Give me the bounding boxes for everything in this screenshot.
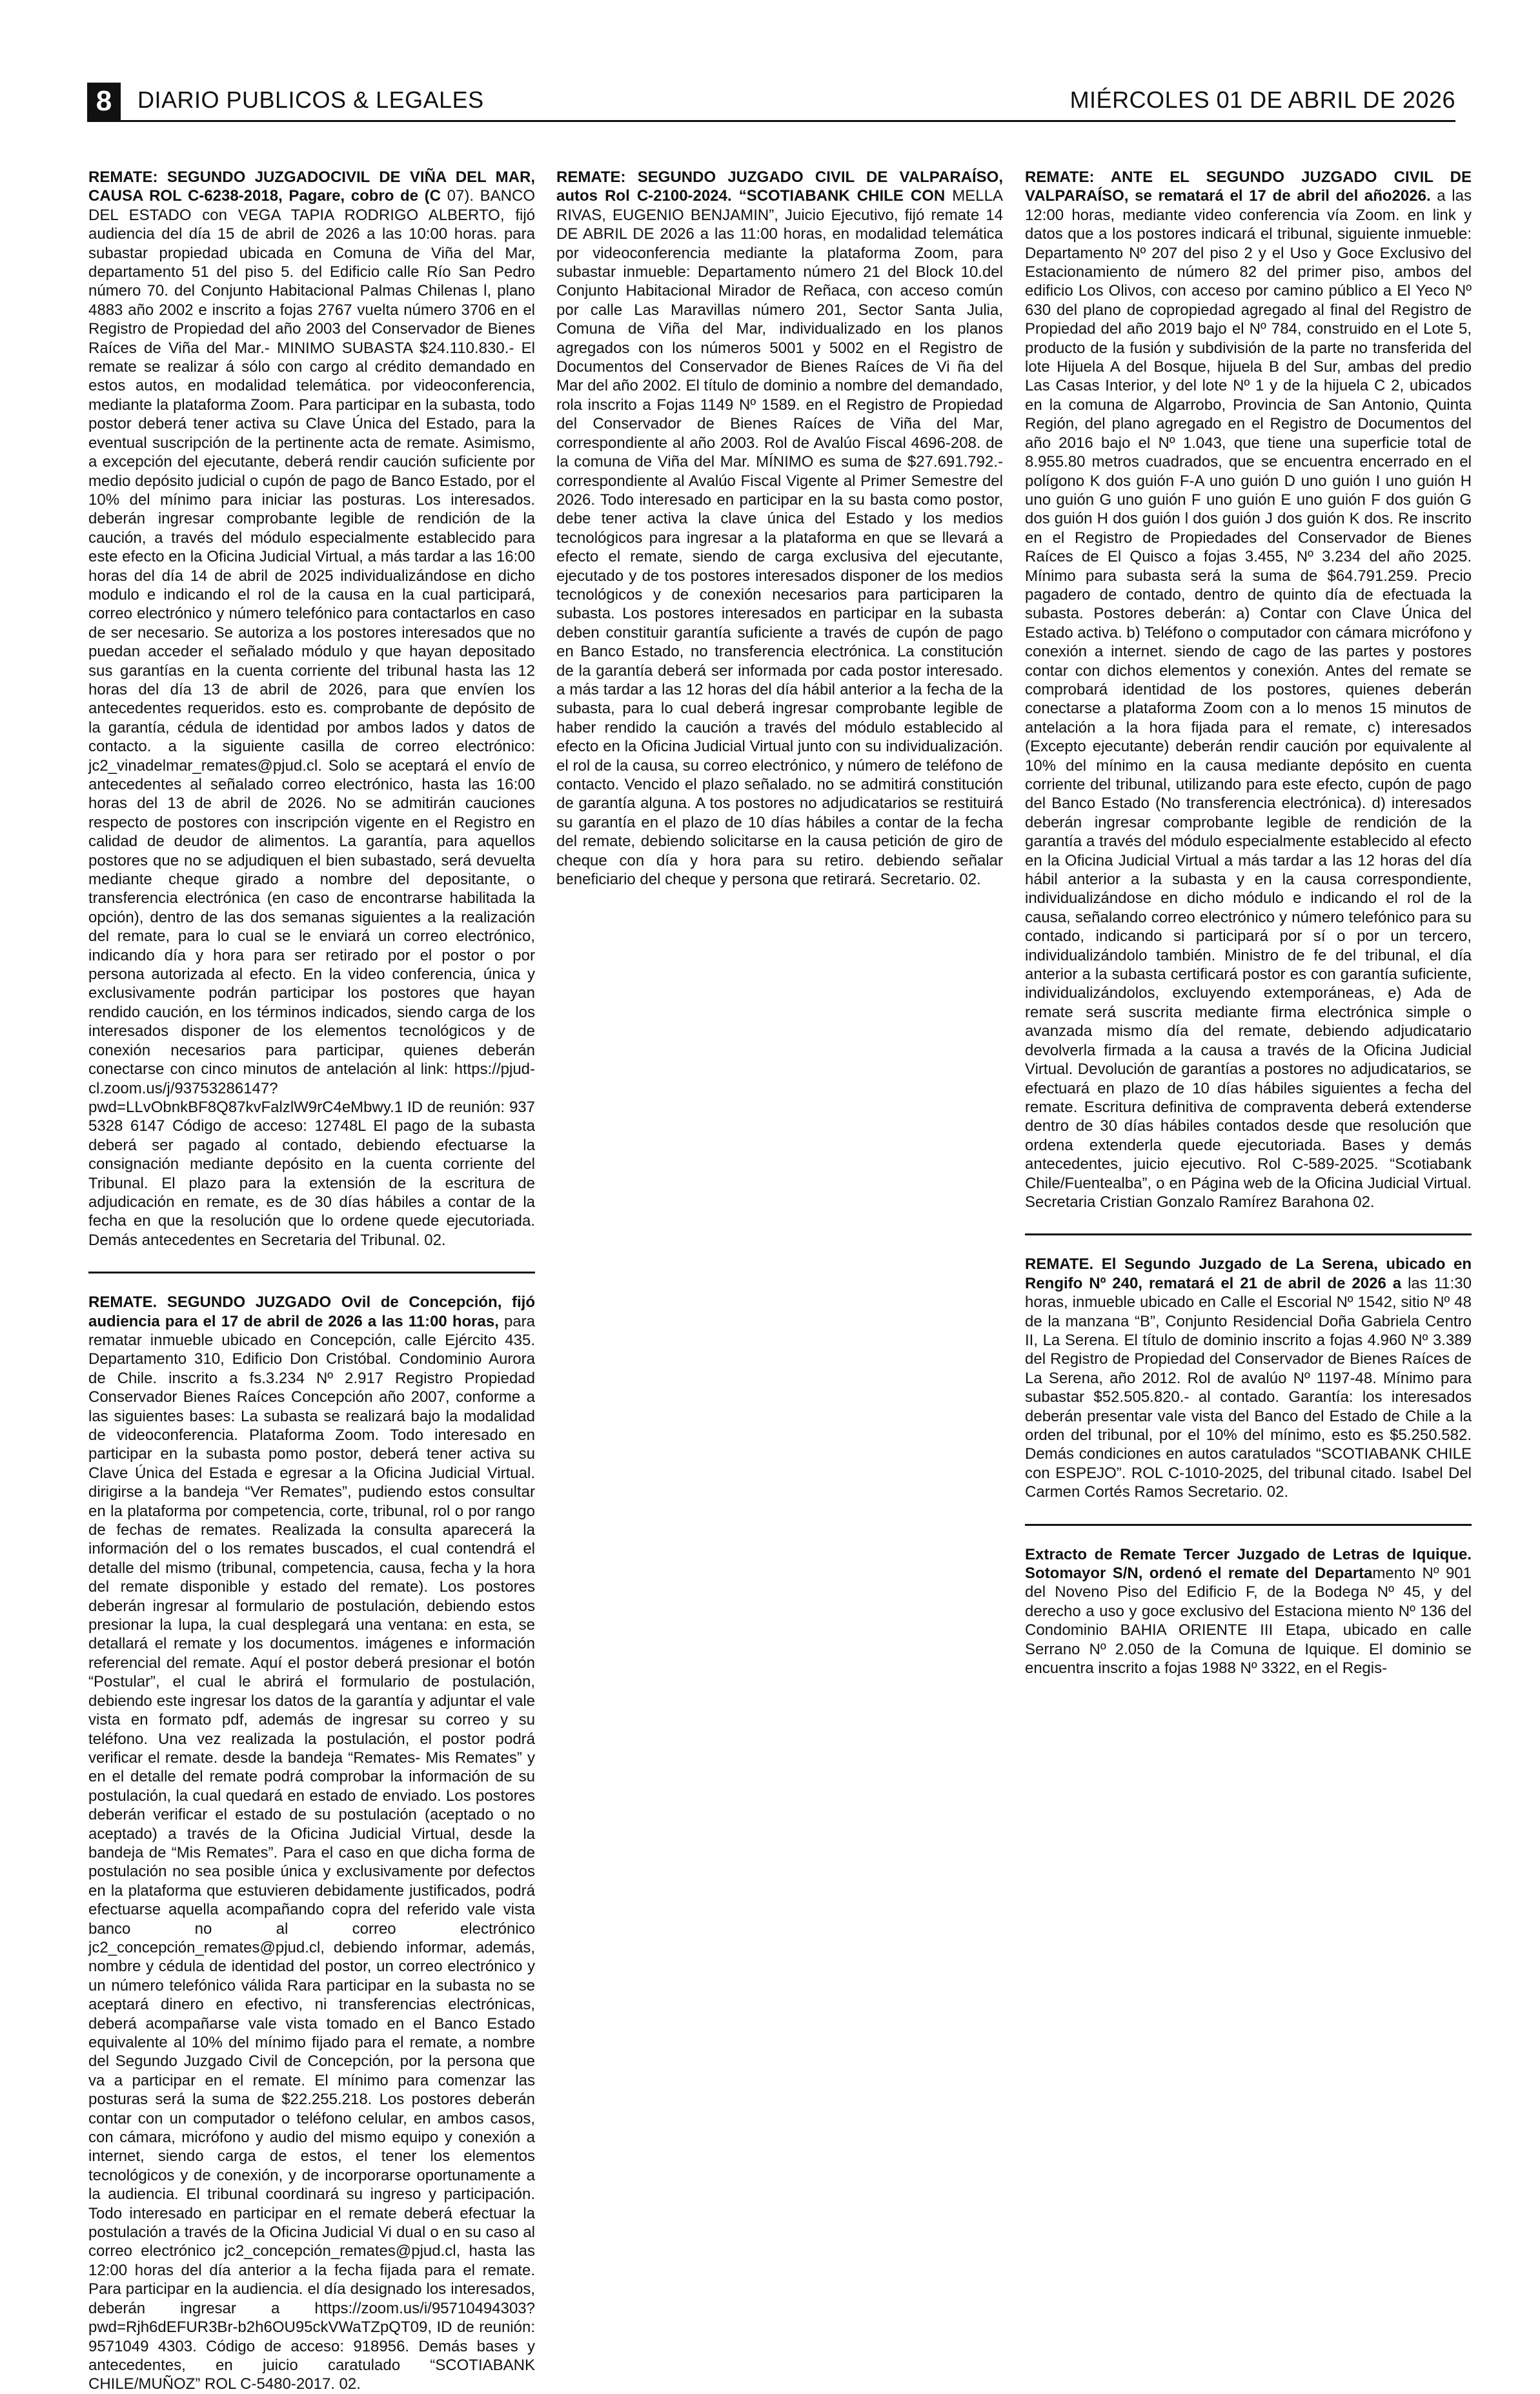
- notice-heading: REMATE: SEGUNDO JUZGADO CIVIL DE VALPARAÍSO, autos Rol C-2100-2024. “SCOTIABANK CHILE CON: [556, 168, 1003, 205]
- notice-body: mento Nº 901 del Noveno Piso del Edificio F, de la Bodega Nº 45, y del derecho a uso y goce exclusivo del Estaciona miento Nº 136 del Condominio BAHIA ORIENTE III Etapa, ubicado en calle Serrano Nº 2.050 de la Comuna de Iquique. El dominio se encuentra inscrito a fojas 1988 Nº 3322, en el Regis-: [1025, 1565, 1472, 1678]
- notice-body: a las 12:00 horas, mediante video conferencia vía Zoom. en link y datos que a los postores indicará el tribunal, siguiente inmueble: Departamento Nº 207 del piso 2 y el Uso y Goce Exclusivo del Estacionamiento de número 82 del primer piso, ambos del edificio Los Olivos, con acceso por camino público a El Yeco Nº 630 del plano de copropiedad agregado al final del Registro de Propiedad del año 2019 bajo el Nº 784, construido en el Lote 5, producto de la fusión y subdivisión de la parte no transferida del lote Hijuela A del Bosque, hijuela B del Sur, ambas del predio Las Casas Interior, y del lote Nº 1 y de la hijuela C 2, ubicados en la comuna de Algarrobo, Provincia de San Antonio, Quinta Región, del plano agregado en el Registro de Documentos del año 2016 bajo el Nº 1.043, que tiene una superficie total de 8.955.80 metros cuadrados, que se encuentra encerrado en el polígono K dos guión F-A uno guión D uno guión I uno guión H uno guión G uno guión F uno guión E uno guión F dos guión G dos guión H dos guión l dos guión J dos guión K dos. Re inscrito en el Registro de Propiedades del Conservador de Bienes Raíces de El Quisco a fojas 3.455, Nº 3.234 del año 2025. Mínimo para subasta será la suma de $64.791.259. Precio pagadero de contado, dentro de quinto día de efectuada la subasta. Postores deberán: a) Contar con Clave Única del Estado activa. b) Teléfono o computador con cámara micrófono y conexión a internet. siendo de cago de las partes y postores contar con dichos elementos y conexión. Antes del remate se comprobará identidad de los postores, quienes deberán conectarse a plataforma Zoom con a lo menos 15 minutos de antelación a la hora fijada para el remate, c) interesados (Excepto ejecutante) deberán rendir caución por equivalente al 10% del mínimo en la causa mediante depósito en cuenta corriente del tribunal, utilizando para este efecto, cupón de pago del Banco Estado (No transferencia electrónica). d) interesados deberán ingresar comprobante legible de rendición de la garantía a través del módulo especialmente establecido al efecto en la Oficina Judicial Virtual a más tardar a las 12 horas del día hábil anterior a la subasta y en la causa correspondiente, individualizándose en dicho módulo e indicando el rol de la causa, señalando correo electrónico y número telefónico para su contado, indicando si participará por sí o por un tercero, individualizándolo también. Ministro de fe del tribunal, el día anterior a la subasta certificará postor es con garantía suficiente, individualizándolos, excluyendo extemporáneas, e) Ada de remate será suscrita mediante firma electrónica simple o avanzada mismo día del remate, debiendo adjudicatario devolverla firmada a la causa a través de la Oficina Judicial Virtual. Devolución de garantías a postores no adjudicatarios, se efectuará en plazo de 10 días hábiles siguientes a fecha del remate. Escritura definitiva de compraventa deberá extenderse dentro de 30 días hábiles contados desde que resolución que ordena extenderla quede ejecutoriada. Bases y demás antecedentes, juicio ejecutivo. Rol C-589-2025. “Scotiabank Chile/Fuentealba”, o en Página web de la Oficina Judicial Virtual. Secretaria Cristian Gonzalo Ramírez Barahona 02.: [1025, 187, 1472, 1211]
- notice-divider: [1025, 1524, 1472, 1526]
- notice-heading: REMATE: SEGUNDO JUZGADOCIVIL DE VIÑA DEL MAR, CAUSA ROL C-6238-2018, Pagare, cobro de (C: [88, 168, 535, 205]
- notice-body: MELLA RIVAS, EUGENIO BENJAMIN”, Juicio Ejecutivo, fijó remate 14 DE ABRIL DE 2026 a las 11:00 horas, en modalidad telemática por videoconferencia mediante la plataforma Zoom, para subastar inmueble: Departamento número 21 del Block 10.del Conjunto Habitacional Mirador de Reñaca, con acceso común por calle Las Maravillas número 201, Sector Santa Julia, Comuna de Viña del Mar, individualizado en los planos agregados con los números 5001 y 5002 en el Registro de Documentos del Conservador de Bienes Raíces de Vi ña del Mar del año 2002. El título de dominio a nombre del demandado, rola inscrito a Fojas 1149 Nº 1589. en el Registro de Propiedad del Conservador de Bienes Raíces de Viña del Mar, correspondiente al año 2003. Rol de Avalúo Fiscal 4696-208. de la comuna de Viña del Mar. MÍNIMO es suma de $27.691.792.- correspondiente al Avalúo Fiscal Vigente al Primer Semestre del 2026. Todo interesado en participar en la su basta como postor, debe tener activa la clave única del Estado y los medios tecnológicos para ingresar a la plataforma en que se llevará a efecto el remate, siendo de carga exclusiva del ejecutante, ejecutado y de tos postores interesados disponer de los medios tecnológicos y de conexión necesarios para participaren la subasta. Los postores interesados en participar en la subasta deben constituir garantía suficiente a través de cupón de pago en Banco Estado, no transferencia electrónica. La constitución de la garantía deberá ser informada por cada postor interesado. a más tardar a las 12 horas del día hábil anterior a la fecha de la subasta, para lo cual deberá ingresar comprobante legible de haber rendido la caución a través del módulo establecido al efecto en la Oficina Judicial Virtual junto con su individualización. el rol de la causa, su correo electrónico, y número de teléfono de contacto. Vencido el plazo señalado. no se admitirá constitución de garantía alguna. A tos postores no adjudicatarios se restituirá su garantía en el plazo de 10 días hábiles a contar de la fecha del remate, debiendo solicitarse en la causa petición de giro de cheque con día y hora para su retiro. debiendo señalar beneficiario del cheque y persona que retirará. Secretario. 02.: [556, 187, 1003, 889]
- column-2: [556, 168, 1003, 889]
- page-number: 8: [87, 83, 121, 120]
- notice-heading: REMATE: ANTE EL SEGUNDO JUZGADO CIVIL DE VALPARAÍSO, se rematará el 17 de abril del año2026.: [1025, 168, 1472, 205]
- header-rule: [87, 120, 1455, 122]
- notice-la-serena: [1025, 1255, 1472, 1501]
- publication-title: DIARIO PUBLICOS & LEGALES: [137, 86, 484, 113]
- notice-valparaiso-2: [1025, 168, 1472, 1212]
- notice-vina-del-mar: [88, 168, 535, 1250]
- notice-body: para rematar inmueble ubicado en Concepción, calle Ejército 435. Departamento 310, Edificio Don Cristóbal. Condominio Aurora de Chile. inscrito a fs.3.234 Nº 2.917 Registro Propiedad Conservador Bienes Raíces Concepción año 2007, conforme a las siguientes bases: La subasta se realizará bajo la modalidad de videoconferencia. Plataforma Zoom. Todo interesado en participar en la subasta pomo postor, deberá tener activa su Clave Única del Estada e egresar a la Oficina Judicial Virtual. dirigirse a la bandeja “Ver Remates”, pudiendo estos consultar en la plataforma por competencia, corte, tribunal, rol o por rango de fechas de remates. Realizada la consulta aparecerá la información del o los remates buscados, el cual contendrá el detalle del mismo (tribunal, competencia, causa, fecha y la hora del remate disponible y estado del remate). Los postores deberán ingresar al formulario de postulación, debiendo estos presionar la lupa, la cual desplegará una ventana: en esta, se detallará el remate y los documentos. imágenes e información referencial del remate. Aquí el postor deberá presionar el botón “Postular”, el cual le abrirá el formulario de postulación, debiendo este ingresar los datos de la garantía y adjuntar el vale vista en formato pdf, además de ingresar su correo y su teléfono. Una vez realizada la postulación, el postor podrá verificar el remate. desde la bandeja “Remates- Mis Remates” y en el detalle del remate podrá comprobar la información de su postulación, la cual quedará en estado de enviado. Los postores deberán verificar el estado de su postulación (aceptado o no aceptado) a través de la Oficina Judicial Virtual, desde la bandeja de “Mis Remates”. Para el caso en que dicha forma de postulación no sea posible única y exclusivamente por defectos en la plataforma que estuvieren debidamente justificados, podrá efectuarse aquella acompañando copra del referido vale vista banco no al correo electrónico jc2_concepción_remates@pjud.cl, debiendo informar, además, nombre y cédula de identidad del postor, un correo electrónico y un número telefónico válida Rara participar en la subasta no se aceptará dinero en efectivo, ni transferencias electrónicas, deberá acompañarse vale vista tomado en el Banco Estado equivalente al 10% del mínimo fijado para el remate, a nombre del Segundo Juzgado Civil de Concepción, por la persona que va a participar en el remate. El mínimo para comenzar las posturas será la suma de $22.255.218. Los postores deberán contar con un computador o teléfono celular, en ambos casos, con cámara, micrófono y audio del mismo equipo y conexión a internet, siendo carga de estos, el tener los elementos tecnológicos y de conexión, y de incorporarse oportunamente a la audiencia. El tribunal coordinará su ingreso y participación. Todo interesado en participar en el remate deberá efectuar la postulación a través de la Oficina Judicial Vi dual o en su caso al correo electrónico jc2_concepción_remates@pjud.cl, hasta las 12:00 horas del día anterior a la fecha fijada para el remate. Para participar en la audiencia. el día designado los interesados, deberán ingresar a https://zoom.us/i/95710494303?pwd=Rjh6dEFUR3Br-b2h6OU95ckVWaTZpQT09, ID de reunión: 9571049 4303. Código de acceso: 918956. Demás bases y antecedentes, en juicio caratulado “SCOTIABANK CHILE/MUÑOZ” ROL C-5480-2017. 02.: [88, 1312, 535, 2393]
- notice-valparaiso-1: [556, 168, 1003, 889]
- notice-divider: [1025, 1233, 1472, 1235]
- notice-body: 07). BANCO DEL ESTADO con VEGA TAPIA RODRIGO ALBERTO, fijó audiencia del día 15 de abril de 2026 a las 10:00 horas. para subastar propiedad ubicada en Comuna de Viña del Mar, departamento 51 del piso 5. del Edificio calle Río San Pedro número 70. del Conjunto Habitacional Palmas Chilenas l, plano 4883 año 2002 e inscrito a fojas 2767 vuelta número 3706 en el Registro de Propiedad del año 2003 del Conservador de Bienes Raíces de Viña del Mar.- MINIMO SUBASTA $24.110.830.- El remate se realizar á sólo con cargo al crédito demandado en estos autos, en modalidad telemática. por videoconferencia, mediante la plataforma Zoom. Para participar en la subasta, todo postor deberá tener activa su Clave Única del Estado, para la eventual suscripción de la pertinente acta de remate. Asimismo, a excepción del ejecutante, deberá rendir caución suficiente por medio depósito judicial o cupón de pago de Banco Estado, por el 10% del mínimo para iniciar las posturas. Los interesados. deberán ingresar comprobante legible de rendición de la caución, a través del módulo especialmente establecido para este efecto en la Oficina Judicial Virtual, a más tardar a las 16:00 horas del día 14 de abril de 2025 individualizándose en dicho modulo e indicando el rol de la causa en la cual participará, correo electrónico y número telefónico para contactarlos en caso de ser necesario. Se autoriza a los postores interesados que no puedan acceder el señalado módulo y que hayan depositado sus garantías en la cuenta corriente del tribunal hasta las 12 horas del día 13 de abril de 2026, para que envíen los antecedentes requeridos. esto es. comprobante de depósito de la garantía, cédula de identidad por ambos lados y datos de contacto. a la siguiente casilla de correo electrónico: jc2_vinadelmar_remates@pjud.cl. Solo se aceptará el envío de antecedentes al señalado correo electrónico, hasta las 16:00 horas del 13 de abril de 2026. No se admitirán cauciones respecto de postores con inscripción vigente en el Registro en calidad de deudor de alimentos. La garantía, para aquellos postores que no se adjudiquen el bien subastado, será devuelta mediante cheque girado a nombre del depositante, o transferencia electrónica (en caso de encontrarse habilitada la opción), dentro de las dos semanas siguientes a la realización del remate, para lo cual se le enviará un correo electrónico, indicando día y hora para ser retirado por el postor o por persona autorizada al efecto. En la video conferencia, única y exclusivamente podrán participar los postores que hayan rendido caución, en los términos indicados, siendo carga de los interesados disponer de los elementos tecnológicos y de conexión necesarios para participar, quienes deberán conectarse con cinco minutos de antelación al link: https://pjud-cl.zoom.us/j/93753286147?pwd=LLvObnkBF8Q87kvFalzlW9rC4eMbwy.1 ID de reunión: 937 5328 6147 Código de acceso: 12748L El pago de la subasta deberá ser pagado al contado, debiendo efectuarse la consignación mediante depósito en la cuenta corriente del Tribunal. El plazo para la extensión de la escritura de adjudicación en remate, es de 30 días hábiles a contar de la fecha en que la resolución que lo ordene quede ejecutoriada. Demás antecedentes en Secretaria del Tribunal. 02.: [88, 187, 535, 1249]
- notice-heading: REMATE. El Segundo Juzgado de La Serena, ubicado en Rengifo Nº 240, rematará el 21 de abril de 2026 a: [1025, 1255, 1472, 1292]
- notice-iquique: [1025, 1545, 1472, 1678]
- notice-concepcion-part-1: [88, 1293, 535, 2394]
- page-header: [87, 83, 1455, 119]
- notice-body: las 11:30 horas, inmueble ubicado en Calle el Escorial Nº 1542, sitio Nº 48 de la manzana “B”, Conjunto Residencial Doña Gabriela Centro II, La Serena. El título de dominio inscrito a fojas 4.960 Nº 3.389 del Registro de Propiedad del Conservador de Bienes Raíces de La Serena, año 2012. Rol de avalúo Nº 1197-48. Mínimo para subastar $52.505.820.- al contado. Garantía: los interesados deberán presentar vale vista del Banco del Estado de Chile a la orden del tribunal, por el 10% del mínimo, esto es $5.250.582. Demás condiciones en autos caratulados “SCOTIABANK CHILE con ESPEJO”. ROL C-1010-2025, del tribunal citado. Isabel Del Carmen Cortés Ramos Secretario. 02.: [1025, 1274, 1472, 1501]
- notice-heading: REMATE. SEGUNDO JUZGADO Ovil de Concepción, fijó audiencia para el 17 de abril de 2026 a las 11:00 horas,: [88, 1293, 535, 1330]
- notice-heading: Extracto de Remate Tercer Juzgado de Letras de Iquique. Sotomayor S/N, ordenó el remate del Departa: [1025, 1545, 1472, 1583]
- issue-date: MIÉRCOLES 01 DE ABRIL DE 2026: [1069, 86, 1455, 113]
- column-3: [1025, 168, 1472, 1678]
- notice-divider: [88, 1272, 535, 1273]
- column-1: [88, 168, 535, 2394]
